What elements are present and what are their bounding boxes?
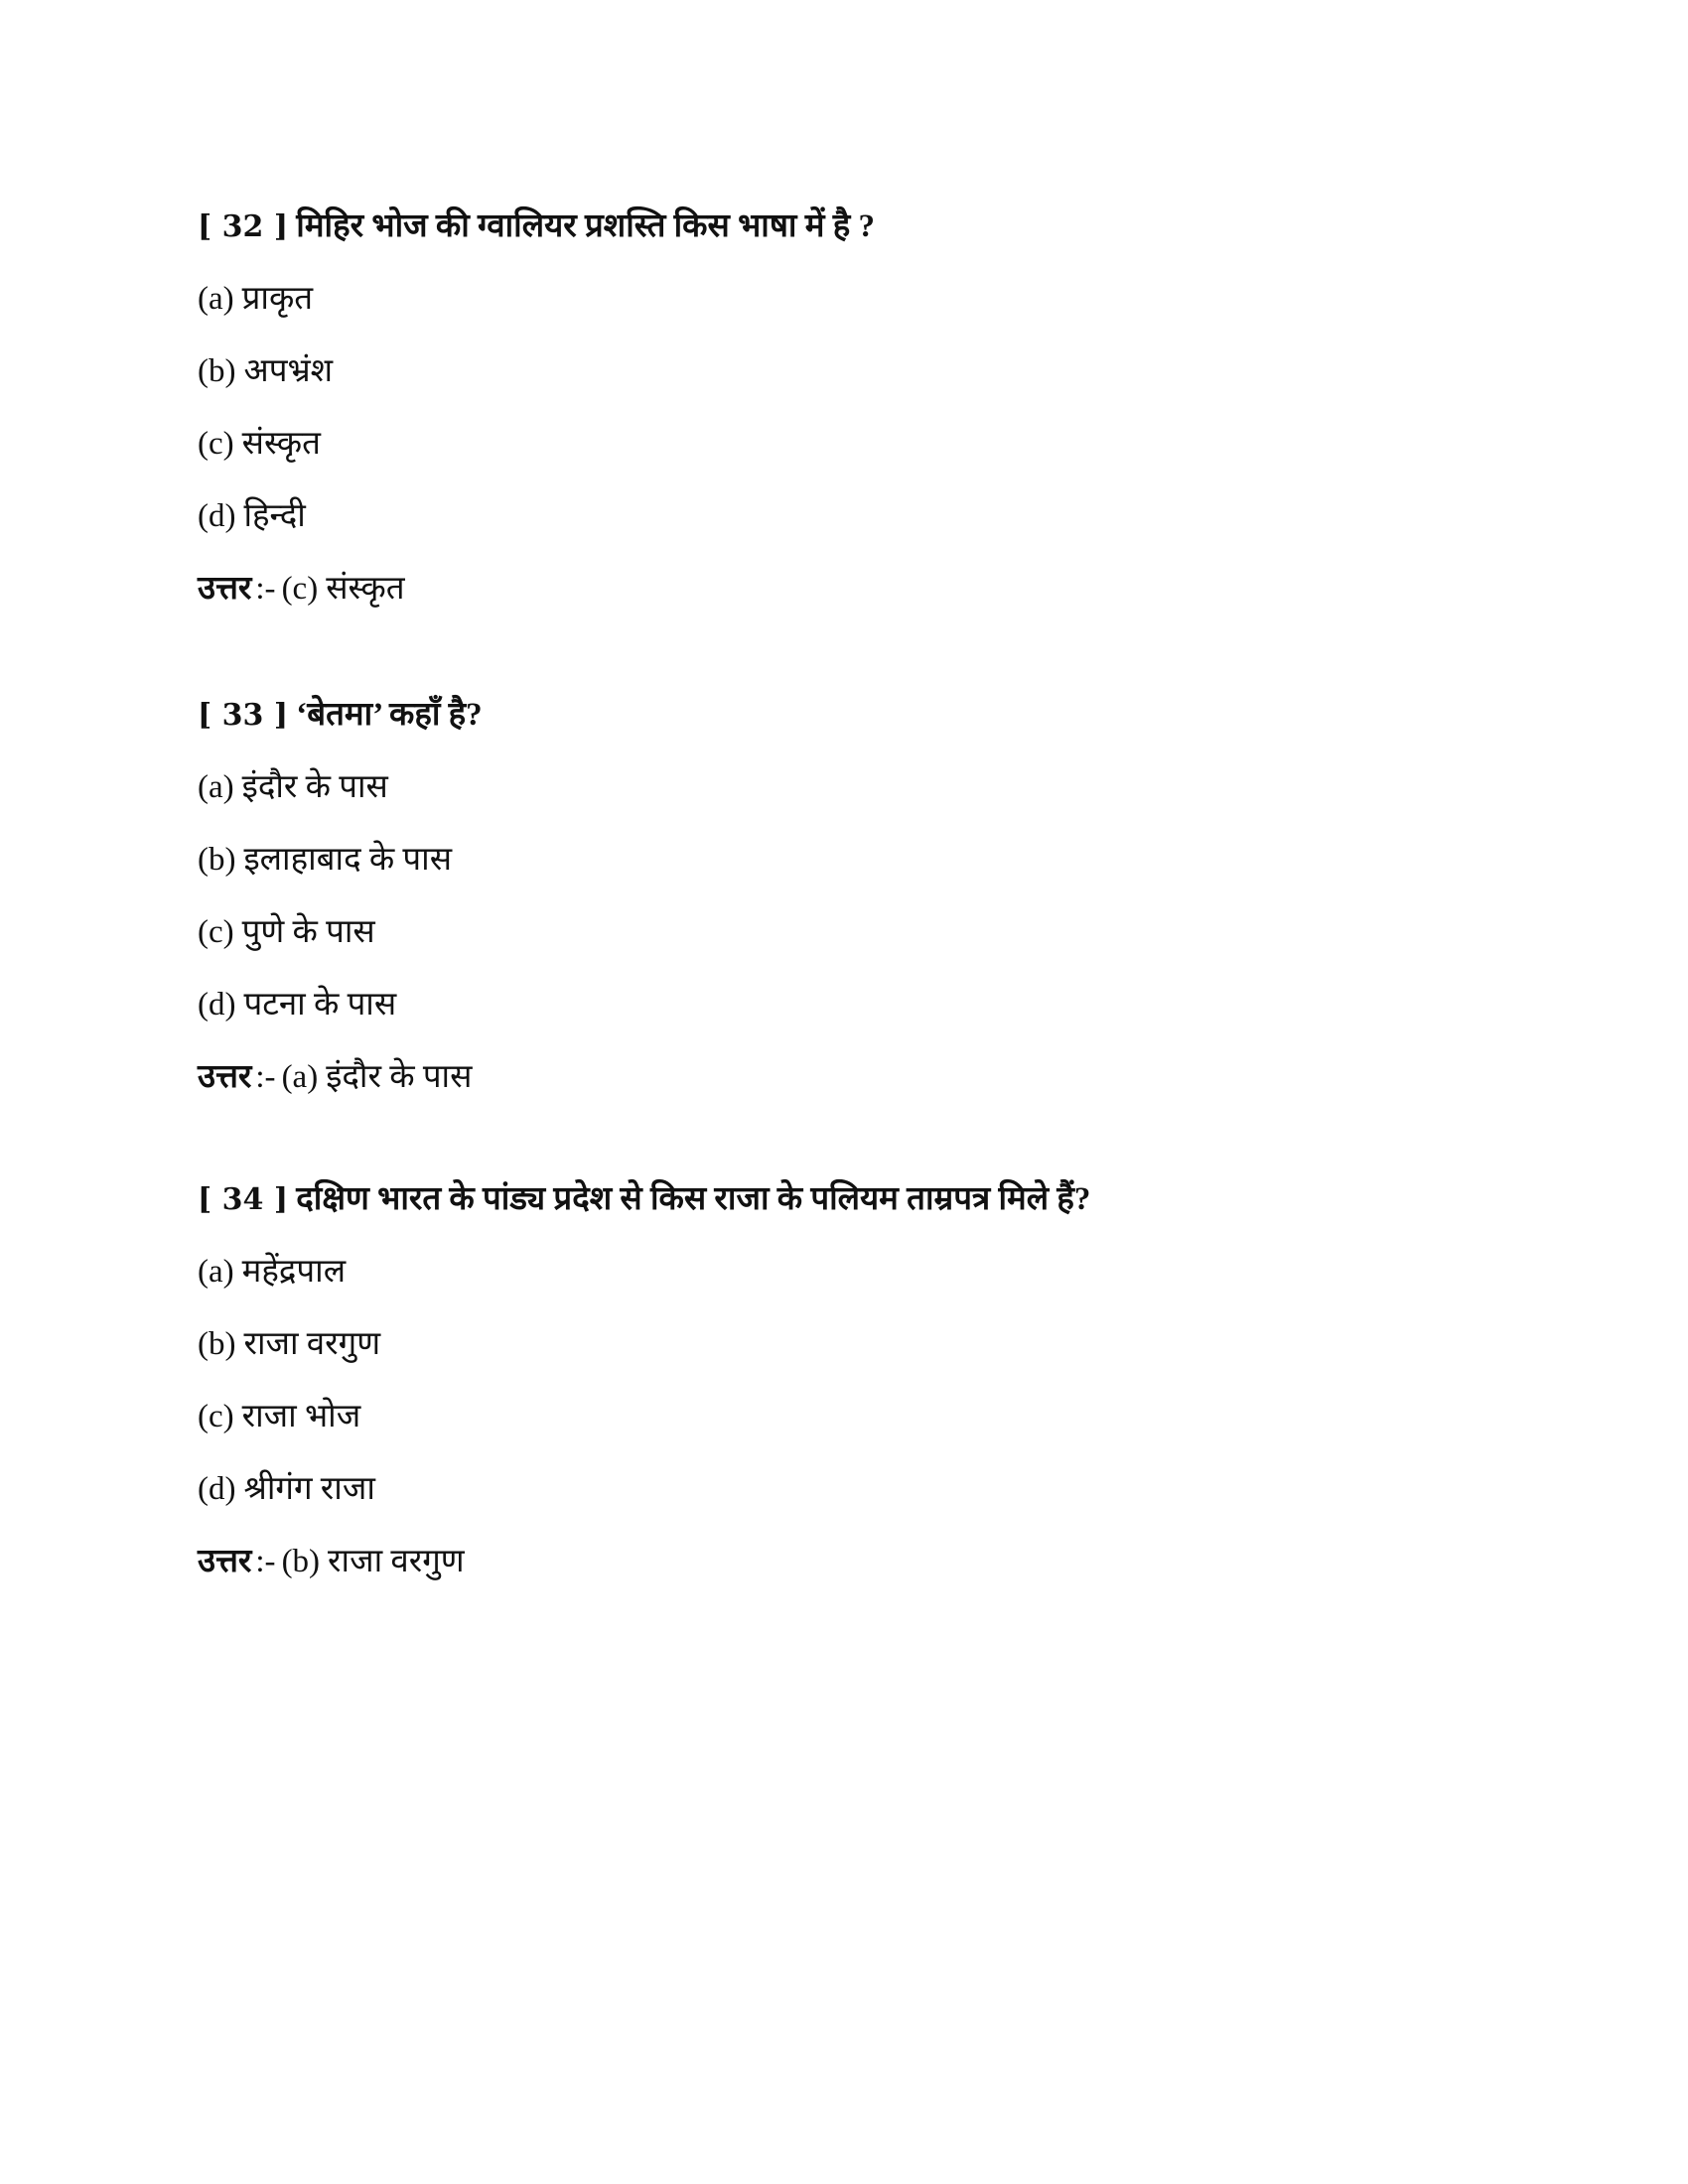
answer-letter: (a) [281, 1059, 319, 1095]
answer-line [198, 569, 1588, 641]
option-letter: (d) [198, 987, 236, 1023]
option-text: संस्कृत [241, 426, 321, 462]
option-letter: (a) [198, 281, 234, 317]
option-text: अपभ्रंश [243, 353, 334, 389]
question-text: मिहिर भोज की ग्वालियर प्रशस्ति किस भाषा में है ? [296, 208, 875, 244]
question-block-34 [198, 1179, 1588, 1614]
option-letter: (c) [198, 1399, 234, 1434]
option-b [198, 351, 1588, 424]
option-b [198, 1324, 1588, 1397]
question-heading [198, 1179, 1588, 1252]
option-c [198, 1397, 1588, 1469]
answer-text: राजा वरगुण [328, 1544, 465, 1579]
option-text: महेंद्रपाल [241, 1254, 347, 1290]
question-text: दक्षिण भारत के पांड्य प्रदेश से किस राजा के पलियम ताम्रपत्र मिले हैं? [296, 1181, 1091, 1217]
option-text: पटना के पास [243, 987, 397, 1023]
option-b [198, 840, 1588, 912]
answer-letter: (c) [281, 571, 319, 607]
option-text: इलाहाबाद के पास [243, 842, 453, 878]
option-letter: (d) [198, 498, 236, 534]
option-a [198, 1252, 1588, 1324]
option-text: श्रीगंग राजा [243, 1471, 375, 1507]
question-number: [ 34 ] [198, 1182, 289, 1217]
option-letter: (b) [198, 1326, 236, 1362]
answer-line [198, 1542, 1588, 1614]
question-number: [ 32 ] [198, 209, 289, 244]
option-letter: (b) [198, 353, 236, 389]
option-d [198, 1469, 1588, 1542]
option-a [198, 767, 1588, 840]
question-block-33 [198, 695, 1588, 1130]
answer-line [198, 1057, 1588, 1130]
answer-label: उत्तर [198, 1059, 252, 1095]
option-text: प्राकृत [241, 281, 314, 317]
question-text: ‘बेतमा’ कहाँ है? [296, 697, 483, 733]
option-c [198, 912, 1588, 985]
option-text: हिन्दी [243, 498, 306, 534]
answer-text: संस्कृत [326, 571, 405, 607]
question-number: [ 33 ] [198, 698, 289, 733]
question-block-32 [198, 206, 1588, 641]
option-text: इंदौर के पास [241, 769, 388, 805]
answer-label: उत्तर [198, 571, 252, 607]
answer-label: उत्तर [198, 1544, 252, 1579]
option-letter: (a) [198, 769, 234, 805]
answer-separator: :- [255, 1544, 276, 1579]
option-letter: (c) [198, 914, 234, 950]
answer-text: इंदौर के पास [326, 1059, 473, 1095]
option-letter: (b) [198, 842, 236, 878]
option-d [198, 985, 1588, 1057]
option-a [198, 279, 1588, 351]
option-text: राजा वरगुण [243, 1326, 381, 1362]
option-letter: (a) [198, 1254, 234, 1290]
answer-separator: :- [255, 571, 276, 607]
question-heading [198, 695, 1588, 767]
option-c [198, 424, 1588, 496]
option-letter: (c) [198, 426, 234, 462]
answer-letter: (b) [281, 1544, 321, 1579]
option-text: राजा भोज [241, 1399, 361, 1434]
answer-separator: :- [255, 1059, 276, 1095]
option-d [198, 496, 1588, 569]
option-text: पुणे के पास [241, 914, 375, 950]
question-heading [198, 206, 1588, 279]
option-letter: (d) [198, 1471, 236, 1507]
